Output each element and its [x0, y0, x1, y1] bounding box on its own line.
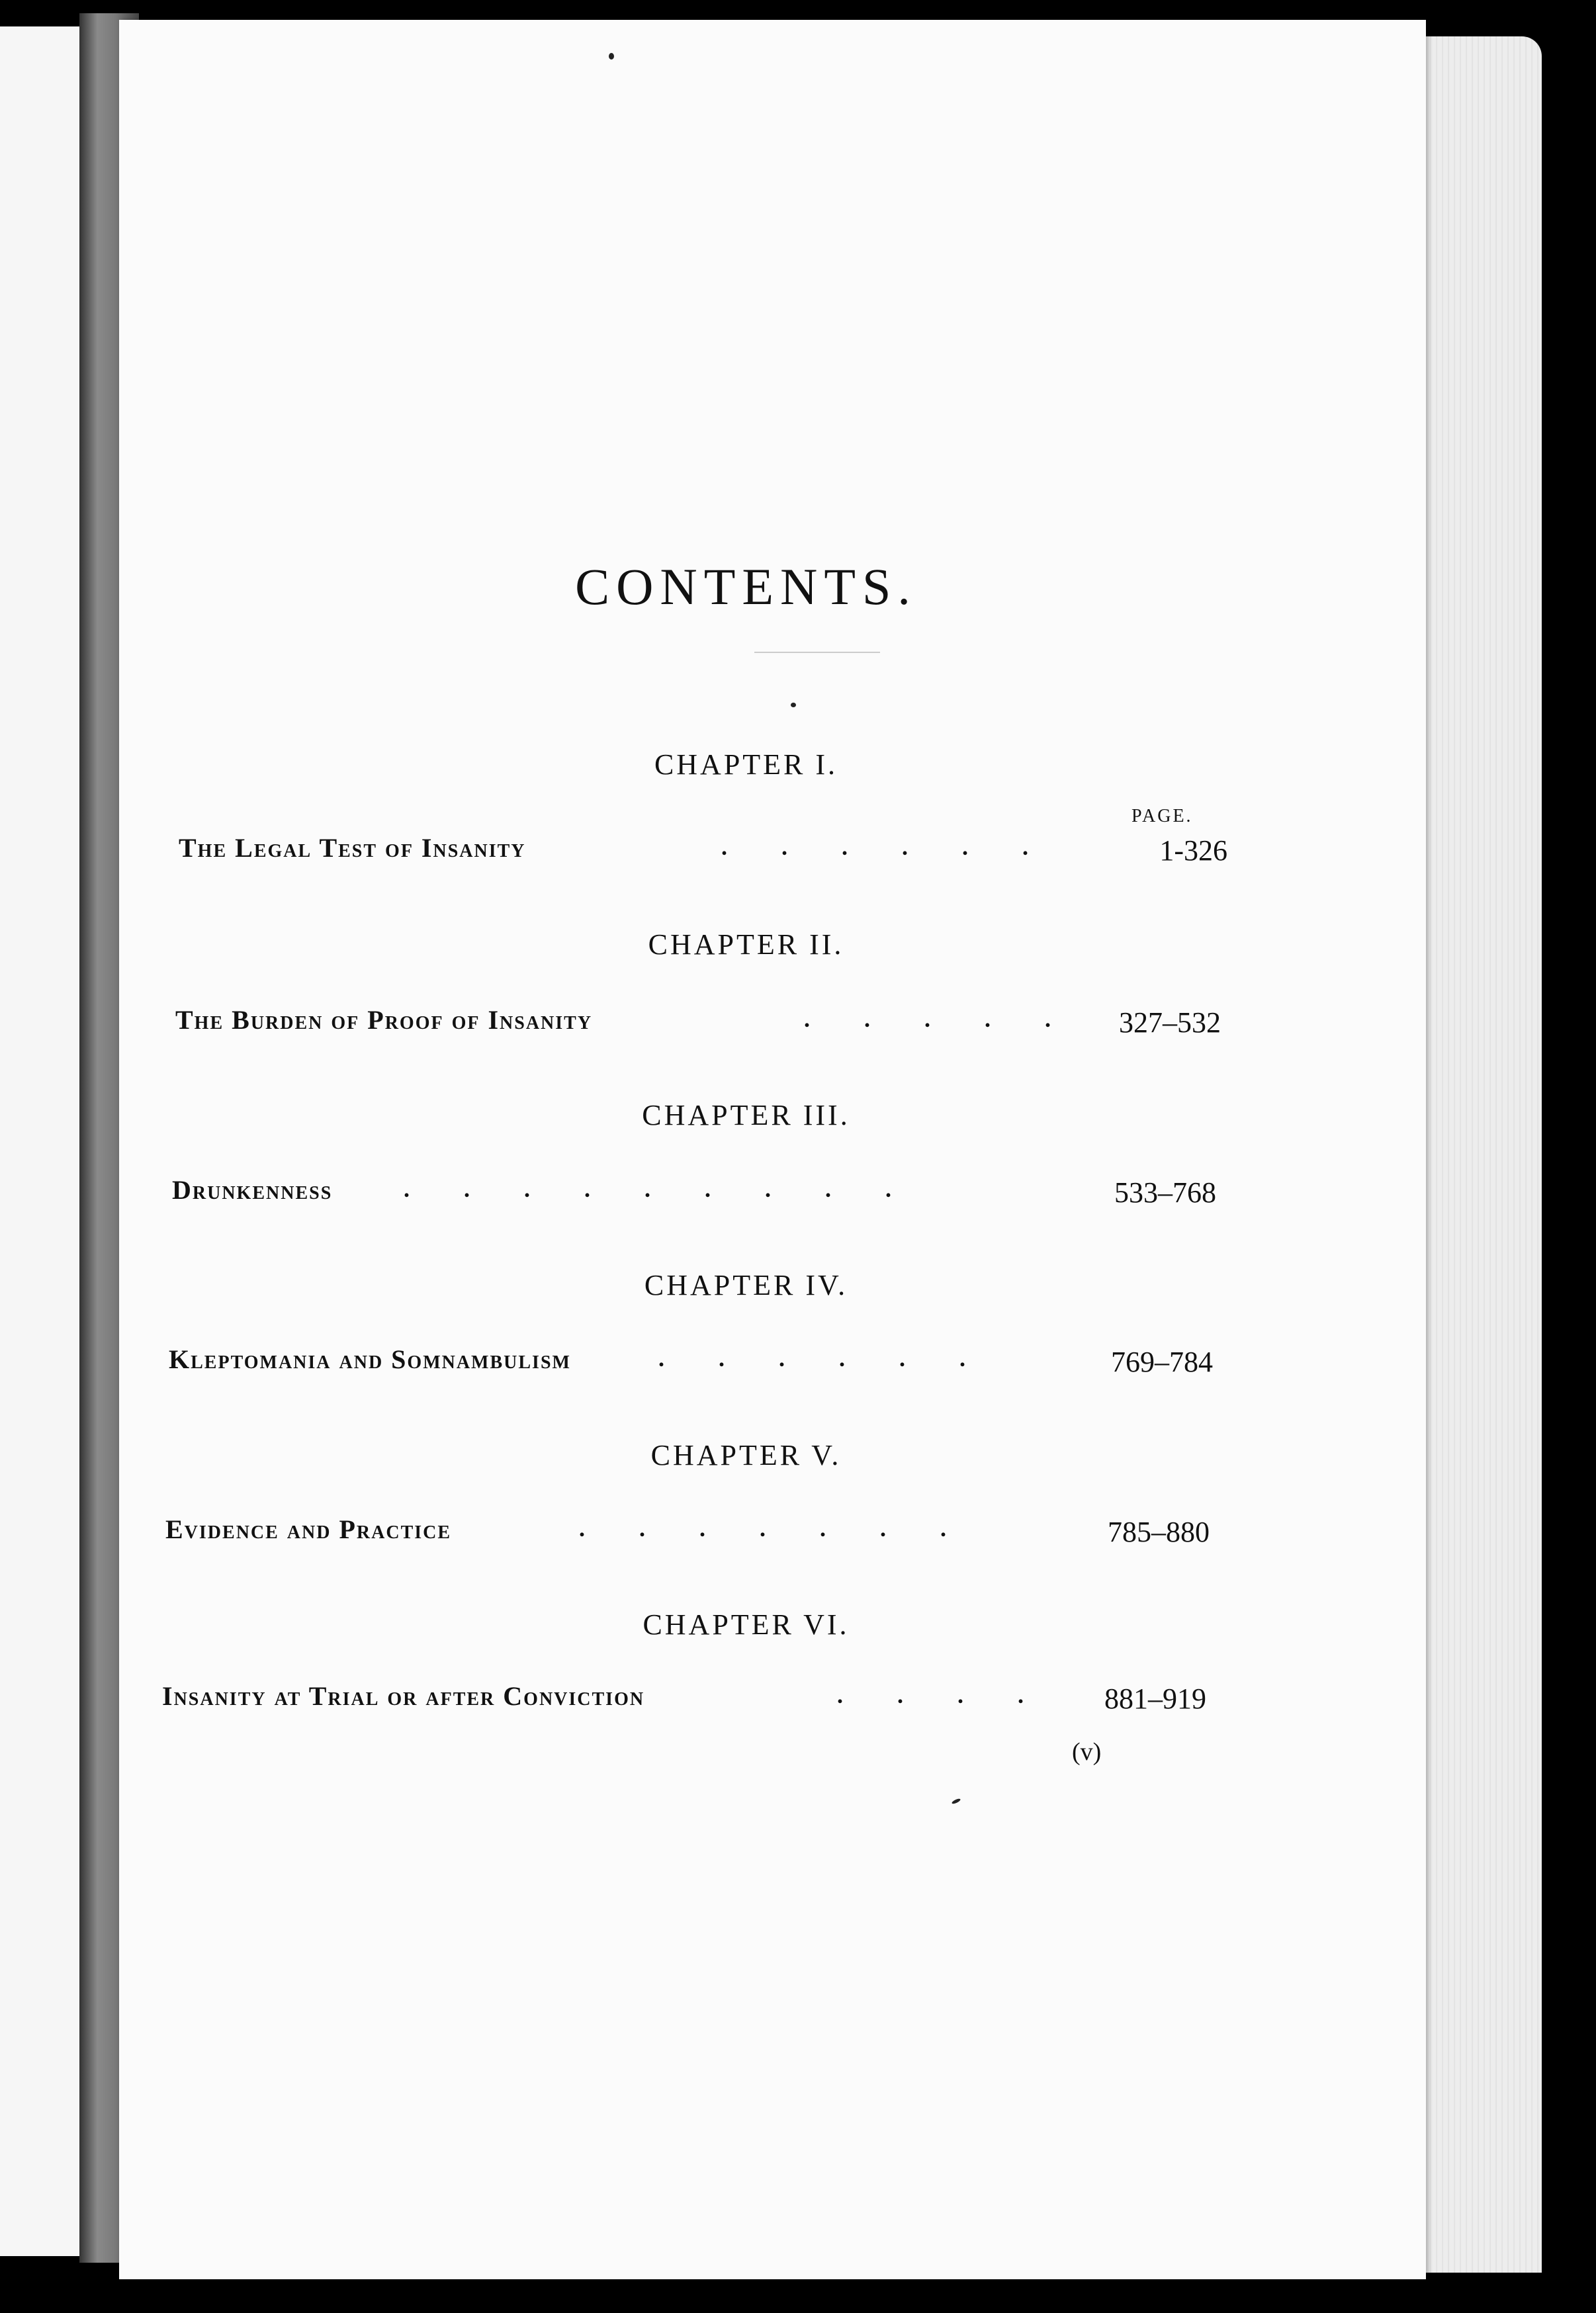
toc-entry-title: Evidence and Practice: [165, 1514, 452, 1544]
toc-entry-title: Kleptomania and Somnambulism: [169, 1344, 571, 1374]
dot-leader: ......: [658, 1345, 1020, 1372]
toc-entry-title: Insanity at Trial or after Conviction: [162, 1681, 645, 1711]
dot-leader: ......: [721, 834, 1083, 860]
toc-entry-pages: 327–532: [1119, 1006, 1221, 1039]
toc-entry[interactable]: [179, 824, 1227, 867]
toc-entry[interactable]: [169, 1335, 1213, 1378]
page-title: CONTENTS.: [575, 558, 917, 616]
chapter-heading: CHAPTER IV.: [644, 1269, 848, 1301]
toc-entry-title: The Legal Test of Insanity: [179, 833, 526, 863]
toc-entry-pages: 769–784: [1111, 1346, 1213, 1378]
title-rule: [754, 652, 880, 653]
ink-speck: [952, 1798, 961, 1804]
chapter-heading: CHAPTER I.: [654, 748, 838, 781]
ink-speck: [609, 53, 614, 60]
chapter-heading: CHAPTER III.: [642, 1099, 850, 1131]
ink-speck: [791, 703, 796, 707]
chapter-heading: CHAPTER II.: [648, 928, 844, 961]
toc-entry[interactable]: [175, 996, 1221, 1039]
dot-leader: .......: [579, 1515, 1000, 1542]
toc-entry-pages: 1-326: [1159, 834, 1227, 867]
contents-page: [119, 20, 1426, 2279]
toc-entry-title: The Burden of Proof of Insanity: [175, 1005, 593, 1035]
toc-entry[interactable]: [172, 1166, 1216, 1209]
toc-entry-pages: 785–880: [1108, 1516, 1210, 1548]
toc-entry[interactable]: [162, 1672, 1206, 1715]
dot-leader: .....: [804, 1006, 1105, 1032]
page-folio: (v): [1072, 1738, 1102, 1766]
toc-entry-title: Drunkenness: [172, 1175, 333, 1205]
chapter-heading: CHAPTER VI.: [643, 1608, 850, 1641]
toc-entry[interactable]: [165, 1505, 1210, 1548]
page-column-label: PAGE.: [1131, 806, 1193, 826]
toc-entry-pages: 533–768: [1114, 1176, 1216, 1209]
dot-leader: .........: [404, 1176, 946, 1202]
dot-leader: ....: [837, 1682, 1078, 1708]
toc-entry-pages: 881–919: [1104, 1682, 1206, 1715]
chapter-heading: CHAPTER V.: [650, 1439, 842, 1471]
